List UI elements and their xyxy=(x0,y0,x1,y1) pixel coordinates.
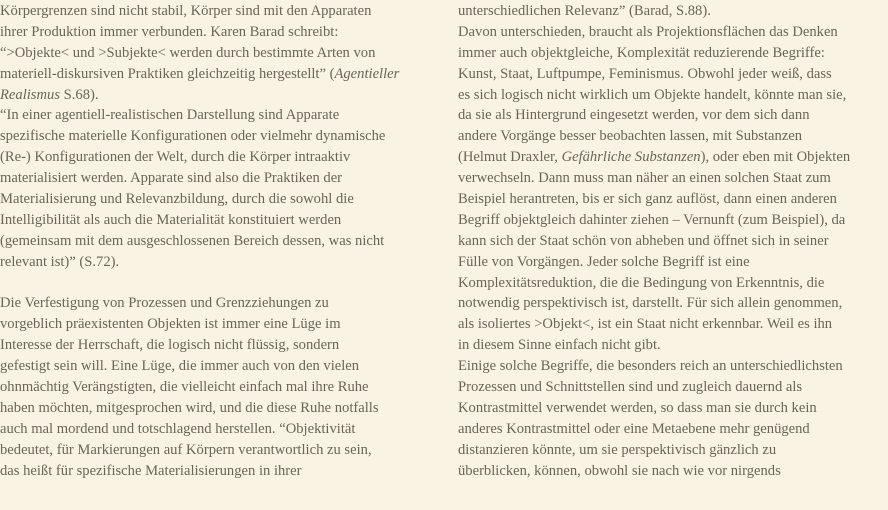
text-line: “In einer agentiell-realistischen Darstellung sind Apparate xyxy=(0,107,340,124)
text-line: Intelligibilität als auch die Materialität konstituiert werden xyxy=(0,211,342,228)
text-line: Die Verfestigung von Prozessen und Grenzziehungen zu xyxy=(0,295,329,312)
text-line: Begriff objektgleich dahinter ziehen – Vernunft (zum Beispiel), da xyxy=(458,211,846,228)
paragraph-barad-intro xyxy=(0,1,432,105)
paragraph-quote-apparatus xyxy=(0,105,432,272)
text-line: Kunst, Staat, Luftpumpe, Feminismus. Obwohl jeder weiß, dass xyxy=(458,65,832,82)
text-line: unterschiedlichen Relevanz” (Barad, S.88). xyxy=(458,3,711,19)
text-line: Beispiel herantreten, bis er sich ganz auflöst, dann einen anderen xyxy=(458,191,837,208)
text-line: es sich logisch nicht wirklich um Objekte handelt, könnte man sie, xyxy=(458,86,847,103)
paragraph-kontrastmittel xyxy=(458,356,888,481)
text-line: Fülle von Vorgängen. Jeder solche Begriff ist eine xyxy=(458,253,750,270)
book-title-italic: Gefährliche Substanzen xyxy=(561,149,701,166)
text-fragment: ), oder eben mit Objekten xyxy=(700,149,851,166)
text-line: Materialisierung und Relevanzbildung, durch die sowohl die xyxy=(0,191,354,208)
text-line: Davon unterschieden, braucht als Projektionsflächen das Denken xyxy=(458,23,838,40)
text-line xyxy=(0,64,432,85)
text-line: Einige solche Begriffe, die besonders reich an unterschiedlichsten xyxy=(458,358,843,375)
text-line: spezifische materielle Konfigurationen oder vielmehr dynamische xyxy=(0,128,386,145)
text-line: immer auch objektgleiche, Komplexität reduzierende Begriffe: xyxy=(458,44,825,61)
text-line: kann sich der Staat schön von abheben und öffnet sich in seiner xyxy=(458,232,829,249)
text-fragment: S.68). xyxy=(60,86,99,103)
text-line: andere Vorgänge besser beobachten lassen, mit Substanzen xyxy=(458,128,803,145)
text-line: das heißt für spezifische Materialisierungen in ihrer xyxy=(0,462,302,479)
text-line: ihrer Produktion immer verbunden. Karen Barad schreibt: xyxy=(0,23,339,40)
text-line: haben möchten, mitgesprochen wird, und die diese Ruhe notfalls xyxy=(0,399,379,416)
text-fragment: (Helmut Draxler, xyxy=(458,149,562,166)
text-line: Körpergrenzen sind nicht stabil, Körper sind mit den Apparaten xyxy=(0,3,372,19)
text-line: anderes Kontrastmittel oder eine Metaebene mehr genügend xyxy=(458,420,810,437)
text-line: da sie als Hintergrund eingesetzt werden, vor dem sich dann xyxy=(458,107,810,124)
text-line: verwechseln. Dann muss man näher an einen solchen Staat zum xyxy=(458,170,831,187)
book-title-italic: Agentieller xyxy=(334,65,400,82)
text-line: Interesse der Herrschaft, die logisch nicht flüssig, sondern xyxy=(0,337,340,354)
paragraph-spacer xyxy=(0,273,432,294)
text-line: materialisiert werden. Apparate sind also die Praktiken der xyxy=(0,170,343,187)
paragraph-barad-end xyxy=(458,1,888,22)
text-line: Prozessen und Schnittstellen sind und zugleich dauernd als xyxy=(458,379,803,396)
text-line: vorgeblich präexistenten Objekten ist immer eine Lüge im xyxy=(0,316,341,333)
text-line xyxy=(458,147,888,168)
text-line: “>Objekte< und >Subjekte< werden durch bestimmte Arten von xyxy=(0,44,376,61)
text-line: bedeutet, für Markierungen auf Körpern verantwortlich zu sein, xyxy=(0,441,372,458)
paragraph-begriffe xyxy=(458,22,888,356)
paragraph-verfestigung xyxy=(0,293,432,481)
left-text-column xyxy=(0,1,432,481)
text-line: als isoliertes >Objekt<, ist ein Staat nicht erkennbar. Weil es ihn xyxy=(458,316,833,333)
text-line: Komplexitätsreduktion, die die Bedingung von Erkenntnis, die xyxy=(458,274,825,291)
text-line: ohnmächtig Verängstigten, die vielleicht einfach mal ihre Ruhe xyxy=(0,379,369,396)
text-line: überblicken, können, obwohl sie nach wie vor nirgends xyxy=(458,462,781,479)
text-line: Kontrastmittel verwendet werden, so dass man sie durch kein xyxy=(458,399,817,416)
right-text-column xyxy=(458,1,888,481)
text-line: relevant ist)” (S.72). xyxy=(0,253,120,270)
text-line: distanzieren könnte, um sie perspektivisch gänzlich zu xyxy=(458,441,777,458)
text-line: auch mal mordend und totschlagend herstellen. “Objektivität xyxy=(0,420,356,437)
text-line xyxy=(0,85,432,106)
text-line: gefestigt sein will. Eine Lüge, die immer auch von den vielen xyxy=(0,358,360,375)
book-title-italic: Realismus xyxy=(0,86,60,103)
text-fragment: materiell-diskursiven Praktiken gleichzeitig hergestellt” ( xyxy=(0,65,335,82)
text-line: (gemeinsam mit dem ausgeschlossenen Bereich dessen, was nicht xyxy=(0,232,385,249)
text-line: notwendig perspektivisch ist, darstellt. Für sich allein genommen, xyxy=(458,295,843,312)
text-line: (Re-) Konfigurationen der Welt, durch die Körper intraaktiv xyxy=(0,149,351,166)
text-line: in diesem Sinne einfach nicht gibt. xyxy=(458,337,661,354)
